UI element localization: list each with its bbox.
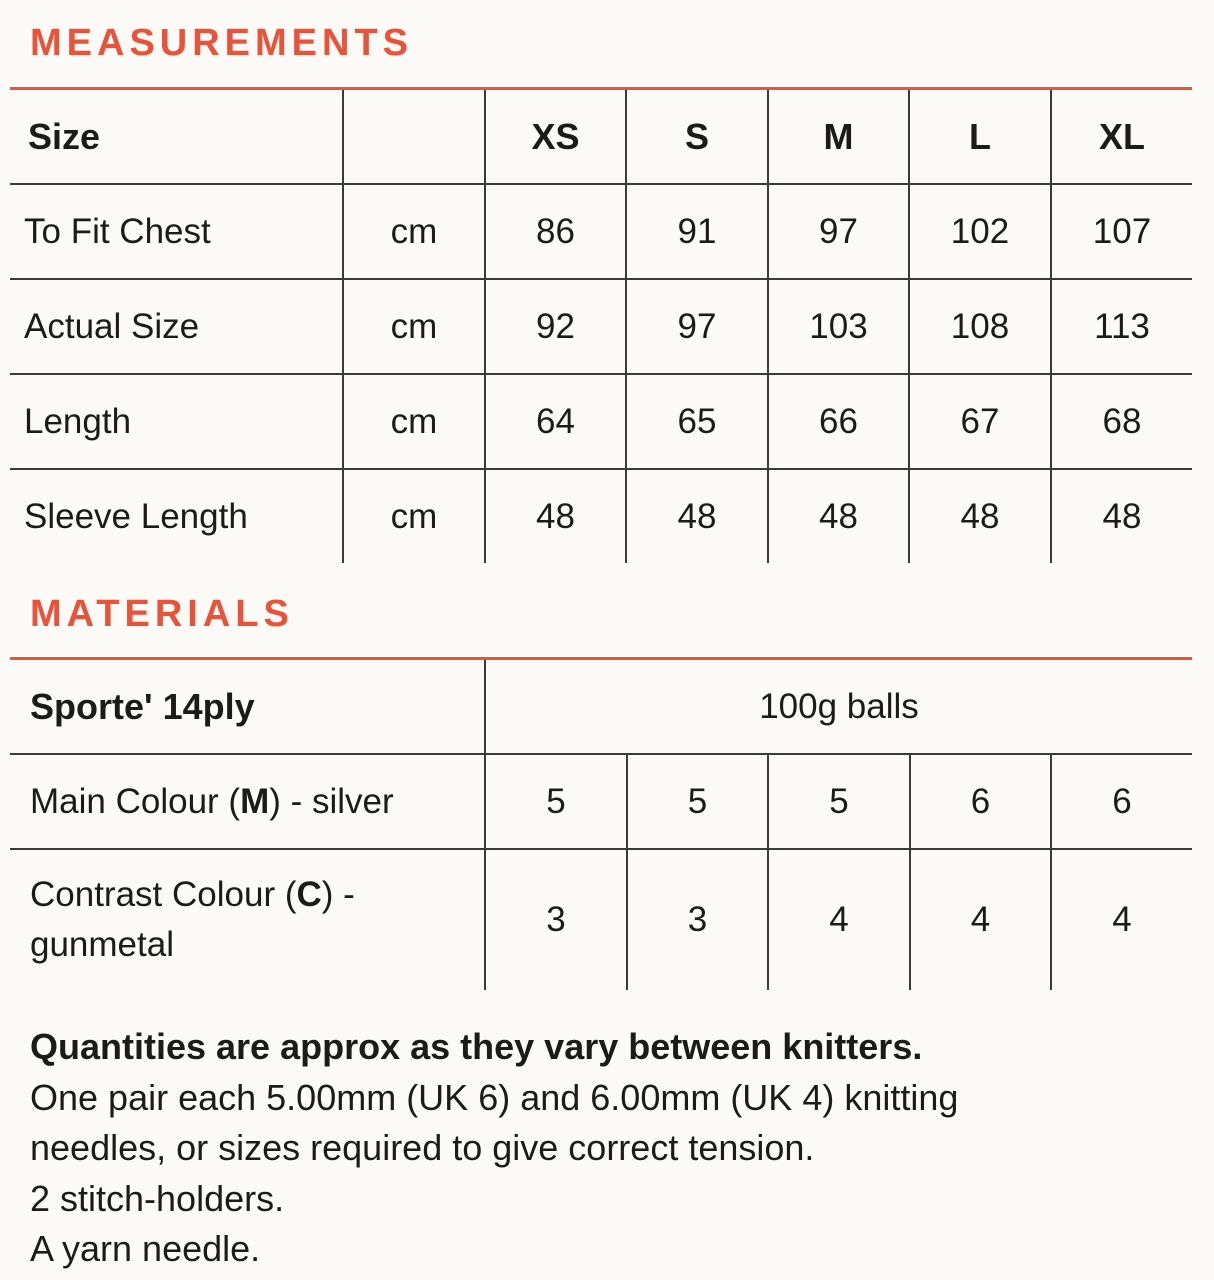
table-row — [10, 754, 1192, 849]
value-cell: 3 — [485, 849, 627, 990]
value-cell: 66 — [768, 374, 909, 469]
measurements-heading: MEASUREMENTS — [30, 22, 414, 64]
main-colour-code: M — [240, 781, 270, 821]
table-row — [10, 469, 1192, 563]
yarn-needle-line: A yarn needle. — [30, 1228, 261, 1269]
value-cell: 48 — [909, 469, 1051, 563]
value-cell: 48 — [1051, 469, 1192, 563]
materials-heading: MATERIALS — [30, 593, 294, 635]
size-label: Size — [28, 115, 101, 157]
unit-label: 100g balls — [485, 660, 1192, 754]
size-s: S — [626, 90, 768, 184]
value-cell: 5 — [485, 754, 627, 849]
main-colour-label — [10, 754, 485, 849]
size-xl: XL — [1051, 90, 1192, 184]
row-unit: cm — [343, 374, 485, 469]
value-cell: 65 — [626, 374, 768, 469]
value-cell: 6 — [910, 754, 1051, 849]
row-label: To Fit Chest — [10, 184, 343, 279]
value-cell: 97 — [626, 279, 768, 374]
table-row — [10, 374, 1192, 469]
row-label: Sleeve Length — [10, 469, 343, 563]
value-cell: 64 — [485, 374, 626, 469]
contrast-colour-label — [10, 849, 485, 990]
quantities-note: Quantities are approx as they vary between knitters. — [30, 1026, 923, 1067]
value-cell: 102 — [909, 184, 1051, 279]
main-colour-suffix: ) - silver — [269, 781, 394, 821]
row-label: Actual Size — [10, 279, 343, 374]
contrast-colour-prefix: Contrast Colour ( — [30, 875, 297, 914]
value-cell: 3 — [627, 849, 768, 990]
row-unit: cm — [343, 469, 485, 563]
value-cell: 103 — [768, 279, 909, 374]
materials-table — [10, 660, 1192, 990]
stitch-holders-line: 2 stitch-holders. — [30, 1177, 285, 1219]
value-cell: 4 — [910, 849, 1051, 990]
row-unit: cm — [343, 184, 485, 279]
value-cell: 86 — [485, 184, 626, 279]
size-header-row — [10, 90, 1192, 184]
size-l: L — [909, 90, 1051, 184]
value-cell: 108 — [909, 279, 1051, 374]
size-xs: XS — [485, 90, 626, 184]
yarn-header-row — [10, 660, 1192, 754]
value-cell: 48 — [626, 469, 768, 563]
value-cell: 92 — [485, 279, 626, 374]
value-cell: 4 — [768, 849, 910, 990]
contrast-colour-code: C — [296, 875, 322, 914]
table-row — [10, 279, 1192, 374]
table-row — [10, 849, 1192, 990]
yarn-label: Sporte' 14ply — [30, 685, 255, 727]
value-cell: 97 — [768, 184, 909, 279]
measurements-table — [10, 90, 1192, 563]
needles-line-2: needles, or sizes required to give correct tension. — [30, 1127, 815, 1168]
size-m: M — [768, 90, 909, 184]
value-cell: 48 — [485, 469, 626, 563]
value-cell: 113 — [1051, 279, 1192, 374]
table-row — [10, 184, 1192, 279]
row-label: Length — [10, 374, 343, 469]
contrast-colour-name: gunmetal — [30, 925, 174, 964]
blank-header-cell — [343, 90, 485, 184]
value-cell: 107 — [1051, 184, 1192, 279]
value-cell: 5 — [627, 754, 768, 849]
value-cell: 48 — [768, 469, 909, 563]
value-cell: 6 — [1051, 754, 1192, 849]
needles-line-1: One pair each 5.00mm (UK 6) and 6.00mm (UK 4) knitting — [30, 1076, 959, 1118]
notes-block — [30, 1022, 1200, 1275]
value-cell: 68 — [1051, 374, 1192, 469]
contrast-colour-suffix: ) - — [321, 875, 355, 914]
value-cell: 4 — [1051, 849, 1192, 990]
value-cell: 67 — [909, 374, 1051, 469]
value-cell: 91 — [626, 184, 768, 279]
main-colour-prefix: Main Colour ( — [30, 781, 241, 821]
value-cell: 5 — [768, 754, 910, 849]
row-unit: cm — [343, 279, 485, 374]
